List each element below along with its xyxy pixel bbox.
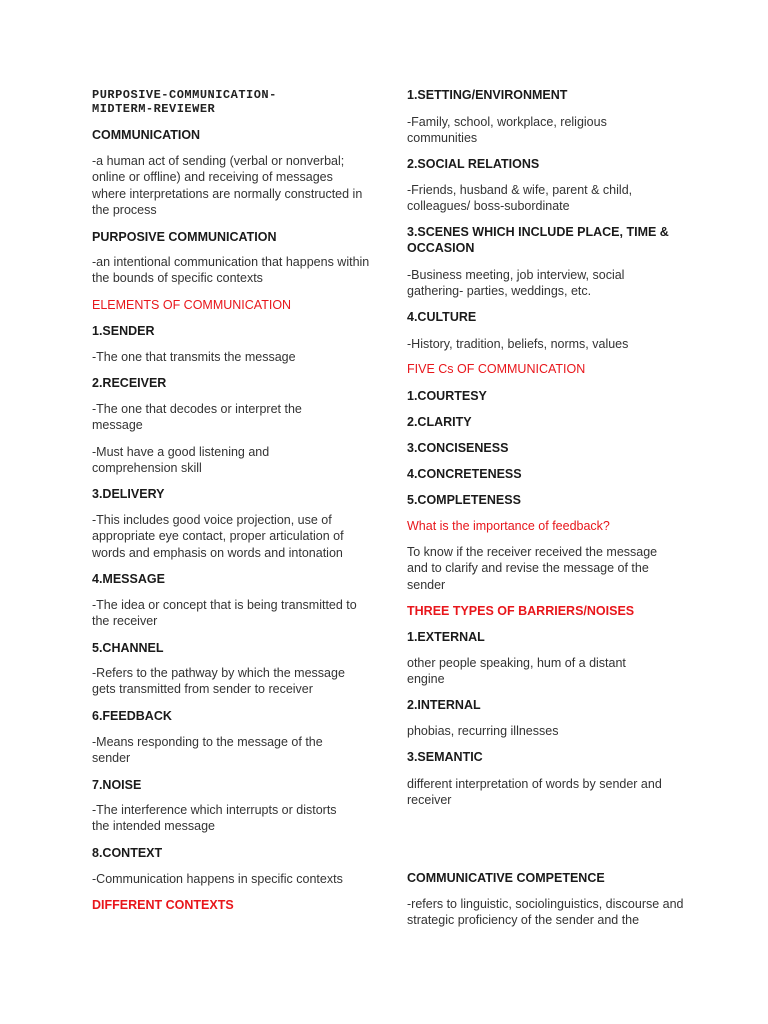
def-scenes: -Business meeting, job interview, social gathering- parties, weddings, etc. <box>407 268 625 299</box>
def-culture: -History, tradition, beliefs, norms, values <box>407 337 629 351</box>
c-conciseness: 3.CONCISENESS <box>407 441 509 455</box>
heading-culture: 4.CULTURE <box>407 310 477 324</box>
def-communication: -a human act of sending (verbal or nonverbal; online or offline) and receiving of messages where interpretations are normally constructed in the process <box>92 154 363 217</box>
answer-importance-of-feedback: To know if the receiver received the message and to clarify and revise the message of the sender <box>407 545 658 592</box>
def-social-relations: -Friends, husband & wife, parent & child, colleagues/ boss-subordinate <box>407 183 633 214</box>
c-concreteness: 4.CONCRETENESS <box>407 467 522 481</box>
heading-sender: 1.SENDER <box>92 324 155 338</box>
def-communicative-competence: -refers to linguistic, sociolinguistics, discourse and strategic proficiency of the sender and the <box>407 897 684 928</box>
heading-receiver: 2.RECEIVER <box>92 376 167 390</box>
def-sender: -The one that transmits the message <box>92 350 296 364</box>
def-purposive-communication: -an intentional communication that happens within the bounds of specific contexts <box>92 255 370 286</box>
def-noise: -The interference which interrupts or distorts the intended message <box>92 803 337 834</box>
c-completeness: 5.COMPLETENESS <box>407 493 521 507</box>
c-courtesy: 1.COURTESY <box>407 389 487 403</box>
heading-semantic: 3.SEMANTIC <box>407 750 483 764</box>
def-internal: phobias, recurring illnesses <box>407 724 559 738</box>
heading-feedback: 6.FEEDBACK <box>92 709 172 723</box>
def-semantic: different interpretation of words by sender and receiver <box>407 777 662 808</box>
heading-different-contexts: DIFFERENT CONTEXTS <box>92 898 234 912</box>
heading-communicative-competence: COMMUNICATIVE COMPETENCE <box>407 871 605 885</box>
def-setting-environment: -Family, school, workplace, religious communities <box>407 115 607 146</box>
def-channel: -Refers to the pathway by which the message gets transmitted from sender to receiver <box>92 666 345 697</box>
heading-external: 1.EXTERNAL <box>407 630 485 644</box>
heading-social-relations: 2.SOCIAL RELATIONS <box>407 157 540 171</box>
def-delivery: -This includes good voice projection, use of appropriate eye contact, proper articulation of words and emphasis on words and intonation <box>92 513 344 560</box>
def-receiver-1: -The one that decodes or interpret the message <box>92 402 302 433</box>
heading-message: 4.MESSAGE <box>92 572 165 586</box>
def-context: -Communication happens in specific contexts <box>92 872 343 886</box>
heading-three-types-of-barriers: THREE TYPES OF BARRIERS/NOISES <box>407 604 635 618</box>
heading-channel: 5.CHANNEL <box>92 641 164 655</box>
heading-context: 8.CONTEXT <box>92 846 163 860</box>
question-importance-of-feedback: What is the importance of feedback? <box>407 519 610 533</box>
heading-setting-environment: 1.SETTING/ENVIRONMENT <box>407 88 568 102</box>
document-title: PURPOSIVE-COMMUNICATION-MIDTERM-REVIEWER <box>92 88 277 116</box>
heading-internal: 2.INTERNAL <box>407 698 481 712</box>
def-feedback: -Means responding to the message of the sender <box>92 735 323 766</box>
heading-communication: COMMUNICATION <box>92 128 201 142</box>
heading-elements-of-communication: ELEMENTS OF COMMUNICATION <box>92 298 292 312</box>
heading-five-cs: FIVE Cs OF COMMUNICATION <box>407 362 586 376</box>
heading-purposive-communication: PURPOSIVE COMMUNICATION <box>92 230 277 244</box>
def-message: -The idea or concept that is being transmitted to the receiver <box>92 598 357 629</box>
heading-delivery: 3.DELIVERY <box>92 487 165 501</box>
def-receiver-2: -Must have a good listening and comprehension skill <box>92 445 270 476</box>
c-clarity: 2.CLARITY <box>407 415 472 429</box>
heading-scenes: 3.SCENES WHICH INCLUDE PLACE, TIME & OCCASION <box>407 225 669 255</box>
heading-noise: 7.NOISE <box>92 778 142 792</box>
def-external: other people speaking, hum of a distant engine <box>407 656 626 687</box>
